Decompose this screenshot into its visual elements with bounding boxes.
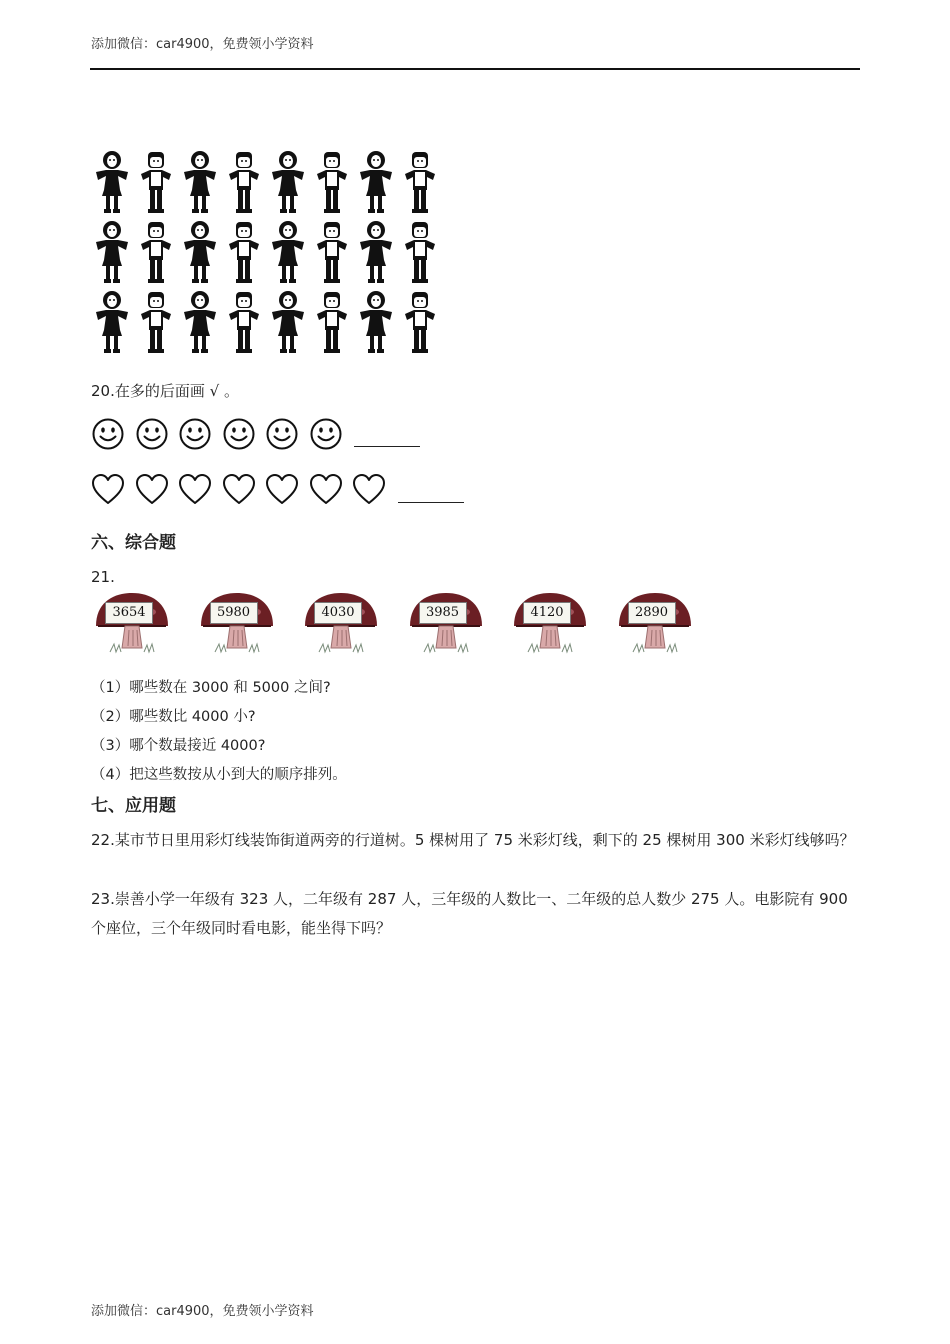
girl-boy-figure-icon — [134, 220, 178, 288]
figure-grid — [90, 150, 450, 362]
girl-boy-figure-icon — [398, 290, 442, 358]
header-note: 添加微信：car4900，免费领小学资料 — [91, 37, 314, 52]
figure-row — [90, 150, 450, 220]
smiley-face-icon — [91, 416, 135, 452]
heart-outline-icon — [135, 472, 179, 508]
question-21-label: 21. — [91, 568, 115, 586]
girl-boy-figure-icon — [354, 220, 398, 288]
section-7-title: 七、应用题 — [91, 796, 176, 816]
heart-outline-icon — [309, 472, 353, 508]
girl-boy-figure-icon — [266, 290, 310, 358]
girl-boy-figure-icon — [90, 150, 134, 218]
girl-boy-figure-icon — [90, 290, 134, 358]
girl-boy-figure-icon — [134, 290, 178, 358]
mushroom-icon — [510, 590, 615, 654]
section-6-title: 六、综合题 — [91, 533, 176, 553]
mushroom-number: 3654 — [105, 602, 153, 624]
answer-blank-hearts[interactable] — [398, 478, 464, 503]
smiley-row — [91, 416, 420, 452]
mushroom-icon — [615, 590, 720, 654]
mushroom-number: 3985 — [419, 602, 467, 624]
question-23: 23.崇善小学一年级有 323 人，二年级有 287 人，三年级的人数比一、二年级的总人数少 275 人。电影院有 900 个座位，三个年级同时看电影，能坐得下吗？ — [91, 890, 848, 937]
mushroom-icon — [406, 590, 511, 654]
heart-outline-icon — [352, 472, 396, 508]
heart-row — [91, 472, 464, 508]
girl-boy-figure-icon — [90, 220, 134, 288]
girl-boy-figure-icon — [222, 290, 266, 358]
heart-outline-icon — [91, 472, 135, 508]
girl-boy-figure-icon — [222, 220, 266, 288]
girl-boy-figure-icon — [266, 150, 310, 218]
smiley-face-icon — [222, 416, 266, 452]
figure-row — [90, 220, 450, 290]
mushroom-icon — [197, 590, 302, 654]
answer-blank-smileys[interactable] — [354, 422, 420, 447]
header-divider — [90, 68, 860, 70]
smiley-face-icon — [178, 416, 222, 452]
heart-outline-icon — [178, 472, 222, 508]
girl-boy-figure-icon — [310, 220, 354, 288]
girl-boy-figure-icon — [398, 150, 442, 218]
question-22: 22.某市节日里用彩灯线装饰街道两旁的行道树。5 棵树用了 75 米彩灯线，剩下的 25 棵树用 300 米彩灯线够吗？ — [91, 831, 855, 849]
girl-boy-figure-icon — [134, 150, 178, 218]
heart-outline-icon — [222, 472, 266, 508]
girl-boy-figure-icon — [354, 290, 398, 358]
mushroom-number: 4030 — [314, 602, 362, 624]
girl-boy-figure-icon — [222, 150, 266, 218]
smiley-face-icon — [265, 416, 309, 452]
mushroom-icon — [92, 590, 197, 654]
sub-question-4: （4）把这些数按从小到大的顺序排列。 — [91, 767, 347, 783]
mushroom-number: 4120 — [523, 602, 571, 624]
girl-boy-figure-icon — [178, 150, 222, 218]
sub-question-2: （2）哪些数比 4000 小? — [91, 709, 256, 725]
smiley-face-icon — [135, 416, 179, 452]
mushroom-number: 5980 — [210, 602, 258, 624]
girl-boy-figure-icon — [310, 290, 354, 358]
girl-boy-figure-icon — [178, 290, 222, 358]
girl-boy-figure-icon — [398, 220, 442, 288]
smiley-face-icon — [309, 416, 353, 452]
mushroom-row — [92, 590, 719, 654]
sub-question-1: （1）哪些数在 3000 和 5000 之间? — [91, 680, 331, 696]
sub-question-3: （3）哪个数最接近 4000? — [91, 738, 266, 754]
mushroom-icon — [301, 590, 406, 654]
heart-outline-icon — [265, 472, 309, 508]
girl-boy-figure-icon — [354, 150, 398, 218]
footer-note: 添加微信：car4900，免费领小学资料 — [91, 1304, 314, 1319]
girl-boy-figure-icon — [310, 150, 354, 218]
figure-row — [90, 290, 450, 360]
girl-boy-figure-icon — [178, 220, 222, 288]
mushroom-number: 2890 — [628, 602, 676, 624]
question-20: 20.在多的后面画 √ 。 — [91, 382, 239, 400]
girl-boy-figure-icon — [266, 220, 310, 288]
